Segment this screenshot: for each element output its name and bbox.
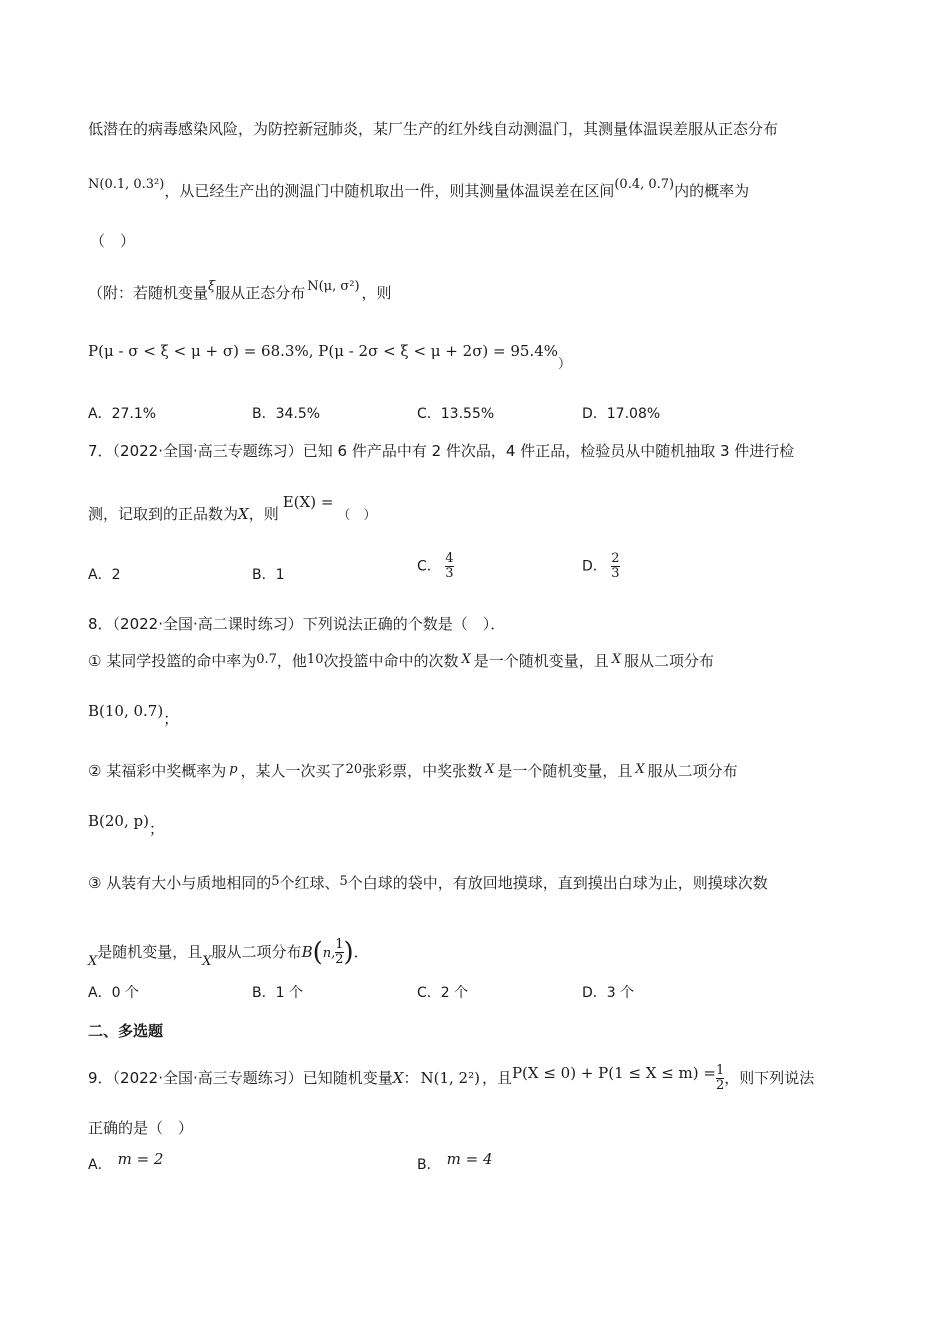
q8-statement1-dist <box>88 700 179 728</box>
q9-num: 1 <box>715 1063 725 1078</box>
q9-den: 2 <box>715 1078 725 1093</box>
q9-option-a-value: m = 2 <box>117 1150 164 1168</box>
q8-s3-c: 个白球的袋中，有放回地摸球，直到摸出白球为止，则摸球次数 <box>347 874 768 892</box>
q7-option-a[interactable]: A．2 <box>88 567 121 583</box>
q7-option-d-label: D． <box>582 558 607 575</box>
q6-note-c: ，则 <box>361 284 392 302</box>
q8-option-a[interactable]: A．0 个 <box>88 985 139 1001</box>
q6-line1: 低潜在的病毒感染风险，为防控新冠肺炎，某厂生产的红外线自动测温门，其测量体温误差服从正态分布 <box>88 120 779 138</box>
q7-option-d-fraction <box>611 552 619 581</box>
q6-line2-text: ，从已经生产出的测温门中随机取出一件，则其测量体温误差在区间 <box>164 182 615 200</box>
q8-s2-a: ② 某福彩中奖概率为 <box>88 762 227 780</box>
q9-x: X <box>392 1069 404 1087</box>
q7-option-d-den: 3 <box>611 566 620 581</box>
q8-s3-x2: X <box>202 954 212 969</box>
q9-line1-d: ，则下列说法 <box>724 1069 815 1087</box>
q8-s2-n: 20 <box>345 762 363 777</box>
q8-s2-d: 是一个随机变量，且 <box>497 762 633 780</box>
q7-paren: （ ） <box>337 508 377 523</box>
left-paren-glyph: ( <box>312 937 323 968</box>
q8-s3-end: ． <box>353 943 369 961</box>
q8-s1-n: 10 <box>306 652 324 667</box>
q8-s2-c: 张彩票，中奖张数 <box>362 762 483 780</box>
q8-s1-d: 是一个随机变量，且 <box>473 652 609 670</box>
q6-formula-line <box>88 340 572 372</box>
q8-s3-e: 服从二项分布 <box>211 943 302 961</box>
q9-line1-b: ： <box>403 1069 419 1087</box>
q9-option-b[interactable] <box>417 1150 493 1176</box>
q8-option-b[interactable]: B．1 个 <box>252 985 303 1001</box>
q8-s2-x2: X <box>635 762 645 777</box>
q8-statement1 <box>88 650 714 674</box>
q6-option-b[interactable]: B．34.5% <box>252 406 321 422</box>
q6-note-a: （附：若随机变量 <box>88 284 209 302</box>
q8-s2-end: ； <box>148 820 164 838</box>
q7-var: X <box>238 505 249 523</box>
q8-s1-x2: X <box>611 652 622 667</box>
q8-option-c[interactable]: C．2 个 <box>417 985 469 1001</box>
q8-s3-B: B <box>301 943 313 961</box>
q9-line1-c: ，且 <box>481 1069 512 1087</box>
q7-option-c-num: 4 <box>445 551 454 566</box>
q7-line2-b: ，则 <box>248 505 279 523</box>
q6-xi: ξ <box>208 279 216 294</box>
q8-s1-c: 次投篮中命中的次数 <box>323 652 459 670</box>
q7-option-d[interactable] <box>582 552 620 581</box>
q8-s1-p: 0.7 <box>256 652 277 667</box>
q8-s3-n2: 5 <box>339 874 348 889</box>
q6-line2-end: 内的概率为 <box>674 182 750 200</box>
q9-option-a-label: A． <box>88 1157 112 1173</box>
q8-s3-num: 1 <box>335 937 344 952</box>
q8-s2-dist: B(20, p) <box>88 812 149 830</box>
q8-s1-dist: B(10, 0.7) <box>88 702 164 720</box>
q8-s2-b: ，某人一次买了 <box>240 762 346 780</box>
q6-option-d[interactable]: D．17.08% <box>582 406 661 422</box>
q8-s1-b: ，他 <box>276 652 307 670</box>
q7-option-d-num: 2 <box>611 551 620 566</box>
q8-option-d[interactable]: D．3 个 <box>582 985 635 1001</box>
q7-line2 <box>88 493 377 527</box>
q8-s1-x: X <box>461 652 471 667</box>
q6-paren: （ ） <box>90 232 136 250</box>
q6-close: ） <box>558 357 572 372</box>
q8-s1-e: 服从二项分布 <box>624 652 715 670</box>
q8-s1-end: ； <box>163 710 179 728</box>
q6-interval: (0.4, 0.7) <box>614 177 675 192</box>
q7-line1: 7．（2022·全国·高三专题练习）已知 6 件产品中有 2 件次品，4 件正品，检验员从中随机抽取 3 件进行检 <box>88 442 795 460</box>
q9-line2: 正确的是（ ） <box>88 1119 194 1137</box>
q6-note <box>88 279 392 306</box>
q7-option-c-fraction <box>445 552 453 581</box>
q8-s1-a: ① 某同学投篮的命中率为 <box>88 652 257 670</box>
q6-note-b: 服从正态分布 <box>215 284 306 302</box>
q6-option-c[interactable]: C．13.55% <box>417 406 495 422</box>
q6-dist: N(0.1, 0.3²) <box>88 177 165 192</box>
q8-statement2 <box>88 760 738 784</box>
q8-s3-fraction <box>335 938 343 967</box>
q7-option-c-den: 3 <box>445 566 454 581</box>
q6-line2 <box>88 177 750 204</box>
q6-option-a[interactable]: A．27.1% <box>88 406 157 422</box>
q8-s3-n: n, <box>322 946 336 961</box>
q9-option-a[interactable] <box>88 1150 164 1176</box>
q8-s2-x: X <box>485 762 495 777</box>
section-heading: 二、多选题 <box>88 1022 164 1040</box>
q6-normal: N(μ, σ²) <box>307 279 360 294</box>
q8-s2-e: 服从二项分布 <box>647 762 738 780</box>
q9-line1-a: 9．（2022·全国·高三专题练习）已知随机变量 <box>88 1069 393 1087</box>
q9-option-b-label: B． <box>417 1157 441 1173</box>
q7-expr: E(X) = <box>282 493 334 511</box>
q8-s3-n1: 5 <box>271 874 280 889</box>
q9-expr: P(X ≤ 0) + P(1 ≤ X ≤ m) = <box>511 1064 716 1082</box>
q8-statement2-dist <box>88 810 164 838</box>
q7-option-b[interactable]: B．1 <box>252 567 285 583</box>
q7-line2-text: 测，记取到的正品数为 <box>88 505 239 523</box>
q9-dist: N(1, 2²) <box>420 1069 480 1087</box>
q8-statement3 <box>88 872 768 896</box>
q8-s2-p: p <box>229 762 238 777</box>
q9-line1 <box>88 1058 814 1098</box>
q8-s3-a: ③ 从装有大小与质地相同的 <box>88 874 272 892</box>
q8-line1: 8．（2022·全国·高二课时练习）下列说法正确的个数是（ ）． <box>88 615 506 633</box>
q6-formula: P(μ - σ < ξ < μ + σ) = 68.3%, P(μ - 2σ < ξ < μ + 2σ) = 95.4% <box>88 342 559 360</box>
q8-s3-x: X <box>88 954 98 969</box>
right-paren-glyph: ) <box>343 937 354 968</box>
q8-statement3-cont <box>88 932 369 974</box>
q8-s3-b: 个红球、 <box>279 874 340 892</box>
q8-s3-d: 是随机变量，且 <box>97 943 203 961</box>
q7-option-c[interactable] <box>417 552 454 581</box>
q7-option-c-label: C． <box>417 558 441 575</box>
q8-s3-den: 2 <box>335 952 344 967</box>
q9-option-b-value: m = 4 <box>446 1150 493 1168</box>
